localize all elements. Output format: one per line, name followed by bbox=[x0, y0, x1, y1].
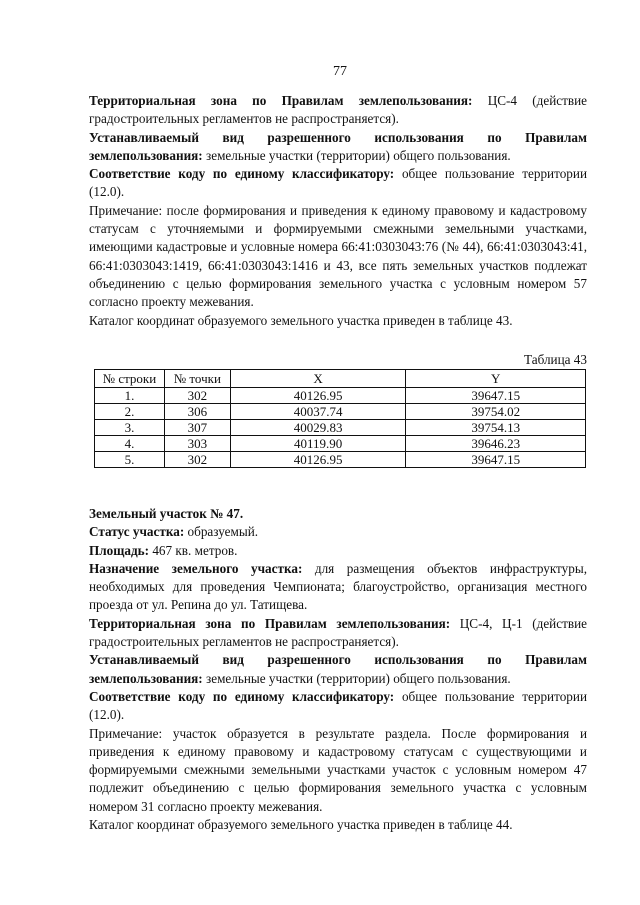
use-paragraph bbox=[89, 651, 587, 688]
table-row bbox=[95, 452, 586, 468]
use-value: земельные участки (территории) общего пользования. bbox=[206, 670, 511, 686]
status-paragraph bbox=[89, 523, 587, 541]
section-plot-description-top bbox=[89, 92, 587, 330]
catalog-paragraph: Каталог координат образуемого земельного участка приведен в таблице 44. bbox=[89, 817, 513, 833]
cell-y: 39646.23 bbox=[406, 436, 586, 452]
zone-label: Территориальная зона по Правилам землепользования: bbox=[89, 615, 451, 631]
catalog-paragraph: Каталог координат образуемого земельного участка приведен в таблице 43. bbox=[89, 312, 513, 328]
purpose-value: для размещения объектов инфраструктуры, необходимых для проведения Чемпионата; благоустройство, организация местного проезда от ул. Репина до ул. Татищева. bbox=[89, 560, 587, 613]
zone-label: Территориальная зона по Правилам землепользования: bbox=[89, 93, 473, 108]
purpose-label: Назначение земельного участка: bbox=[89, 560, 303, 576]
area-paragraph bbox=[89, 542, 587, 560]
table-row bbox=[95, 388, 586, 404]
table-caption: Таблица 43 bbox=[524, 352, 587, 367]
table-row bbox=[95, 436, 586, 452]
code-value: общее пользование территории (12.0). bbox=[89, 166, 588, 200]
cell-x: 40126.95 bbox=[230, 452, 406, 468]
cell-row-number: 2. bbox=[95, 404, 165, 420]
table-row bbox=[95, 404, 586, 420]
note-paragraph: Примечание: после формирования и приведения к единому правовому и кадастровому статусам с уточняемыми и формируемыми смежными земельными участками, имеющими кадастровые и условные номера 66:41:0303043:76 (№ 44), 66:41:0303043:41, 66:41:0303043:1419, 66:41:0303043:1416 и 43, все пять земельных участков подлежат объединению с целью формирования земельного участка с условным номером 57 согласно проекту межевания. bbox=[89, 202, 587, 310]
status-label: Статус участка: bbox=[89, 524, 185, 540]
zone-paragraph bbox=[89, 92, 587, 129]
use-value: земельные участки (территории) общего пользования. bbox=[206, 147, 511, 163]
zone-paragraph bbox=[89, 615, 587, 652]
page-number: 77 bbox=[333, 64, 347, 79]
code-label: Соответствие коду по единому классификатору: bbox=[89, 688, 395, 704]
plot-title: Земельный участок № 47. bbox=[89, 506, 244, 521]
code-paragraph bbox=[89, 688, 587, 725]
code-paragraph bbox=[89, 165, 587, 202]
header-y: Y bbox=[406, 370, 586, 388]
coordinates-table bbox=[94, 369, 586, 468]
cell-y: 39647.15 bbox=[406, 452, 586, 468]
cell-point-number: 307 bbox=[164, 420, 230, 436]
cell-x: 40029.83 bbox=[230, 420, 406, 436]
code-label: Соответствие коду по единому классификатору: bbox=[89, 166, 395, 182]
use-label: Устанавливаемый вид разрешенного использования по Правилам землепользования: bbox=[89, 129, 587, 163]
use-paragraph bbox=[89, 129, 587, 166]
zone-value: ЦС-4 (действие градостроительных регламентов не распространяется). bbox=[89, 93, 588, 127]
cell-row-number: 4. bbox=[95, 436, 165, 452]
cell-y: 39754.02 bbox=[406, 404, 586, 420]
note-paragraph: Примечание: участок образуется в результате раздела. После формирования и приведения к единому правовому и кадастровому статусам с существующими и формируемыми смежными земельными участками участок с условным номером 47 подлежит объединению с целью формирования земельного участка с условным номером 31 согласно проекту межевания. bbox=[89, 725, 587, 814]
use-label: Устанавливаемый вид разрешенного использования по Правилам землепользования: bbox=[89, 652, 587, 686]
header-row-number: № строки bbox=[95, 370, 165, 388]
purpose-paragraph bbox=[89, 560, 587, 615]
cell-y: 39754.13 bbox=[406, 420, 586, 436]
status-value: образуемый. bbox=[187, 524, 259, 540]
cell-point-number: 306 bbox=[164, 404, 230, 420]
cell-y: 39647.15 bbox=[406, 388, 586, 404]
cell-row-number: 5. bbox=[95, 452, 165, 468]
cell-row-number: 1. bbox=[95, 388, 165, 404]
cell-point-number: 302 bbox=[164, 452, 230, 468]
area-label: Площадь: bbox=[89, 542, 150, 558]
cell-x: 40119.90 bbox=[230, 436, 406, 452]
zone-value: ЦС-4, Ц-1 (действие градостроительных регламентов не распространяется). bbox=[89, 615, 587, 650]
code-value: общее пользование территории (12.0). bbox=[89, 688, 588, 723]
cell-row-number: 3. bbox=[95, 420, 165, 436]
header-x: X bbox=[230, 370, 406, 388]
table-row bbox=[95, 420, 586, 436]
table-header-row bbox=[95, 370, 586, 388]
cell-x: 40037.74 bbox=[230, 404, 406, 420]
header-point-number: № точки bbox=[164, 370, 230, 388]
cell-point-number: 303 bbox=[164, 436, 230, 452]
cell-point-number: 302 bbox=[164, 388, 230, 404]
section-plot-47 bbox=[89, 505, 587, 834]
cell-x: 40126.95 bbox=[230, 388, 406, 404]
area-value: 467 кв. метров. bbox=[152, 542, 238, 558]
